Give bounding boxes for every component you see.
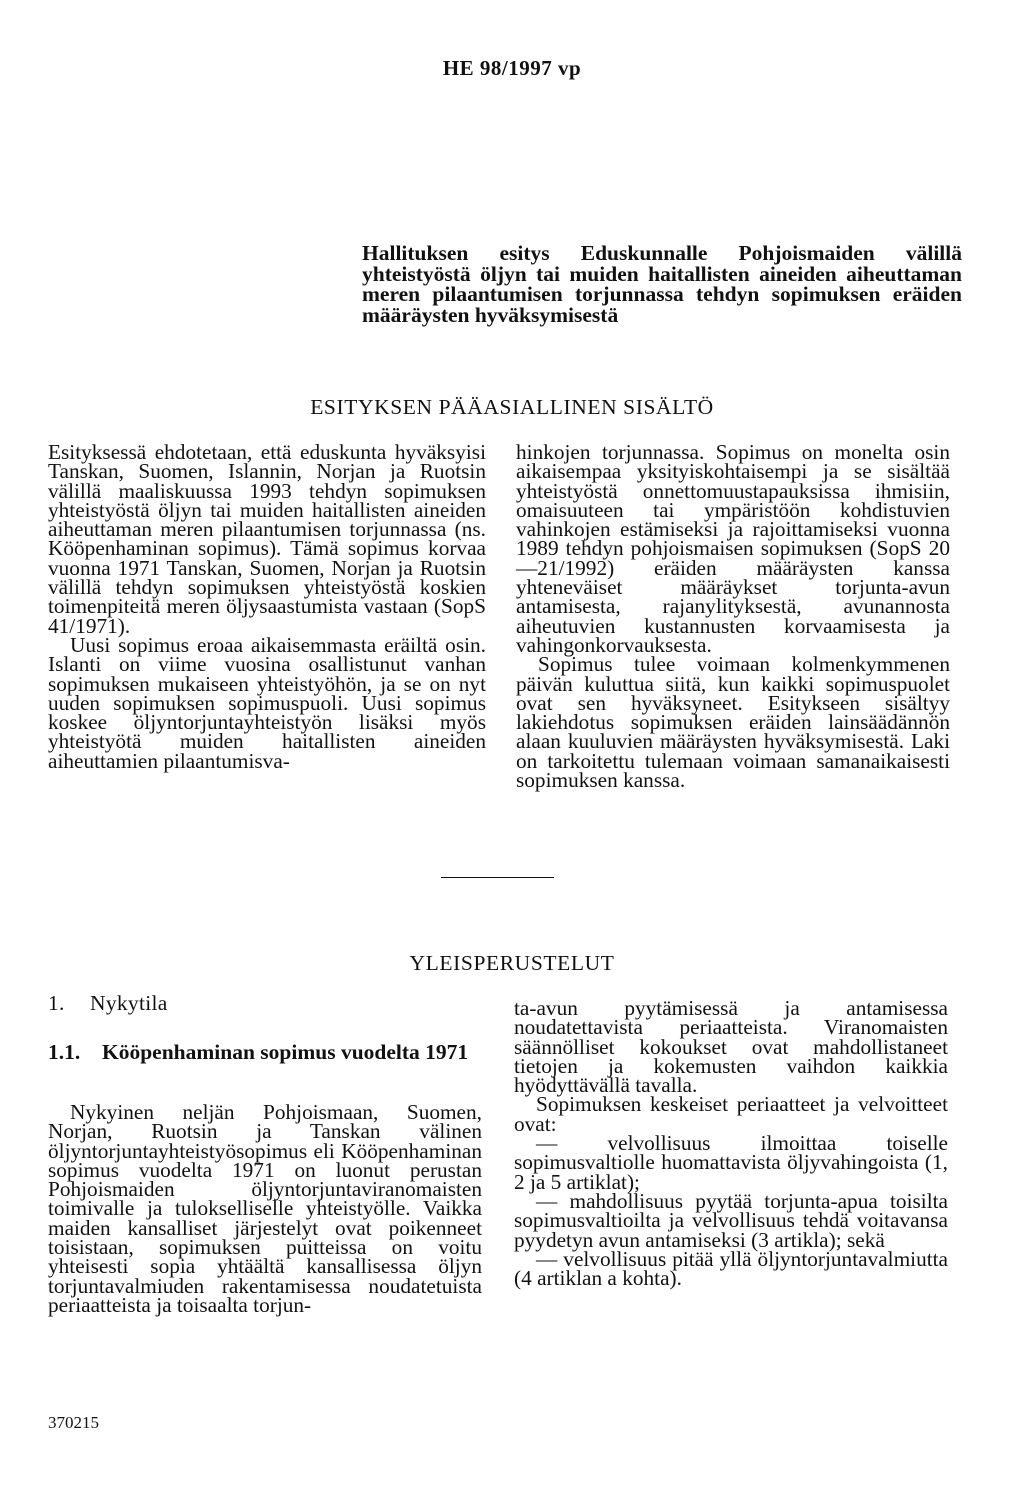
section-1-1-heading <box>48 1042 522 1062</box>
document-number-header: HE 98/1997 vp <box>442 56 582 80</box>
proposal-title: Hallituksen esitys Eduskunnalle Pohjoismaiden välillä yhteistyöstä öljyn tai muiden haitallisten aineiden aiheuttaman meren pilaantumisen torjunnassa tehdyn sopimuksen eräiden määräysten hyväksymisestä <box>362 241 962 327</box>
body-left-column <box>48 1100 482 1317</box>
section-number: 1.1. <box>48 1040 81 1064</box>
body-paragraph: Nykyinen neljän Pohjoismaan, Suomen, Norjan, Ruotsin ja Tanskan välinen öljyntorjuntayhteistyösopimus eli Kööpenhaminan sopimus vuodelta 1971 on luonut perustan Pohjoismaiden öljyntorjuntaviranomaisten toimivalle ja tulokselliselle yhteistyölle. Vaikka maiden kansalliset järjestelyt ovat poikenneet toisistaan, sopimuksen puitteissa on voitu yhteisesti sopia yhtäältä kansallisessa öljyn torjuntavalmiuden rakentamisessa noudatetuista periaatteista ja toisaalta torjun- <box>48 1100 482 1317</box>
section-separator-rule <box>441 877 554 878</box>
summary-paragraph: hinkojen torjunnassa. Sopimus on monelta osin aikaisempaa yksityiskohtaisempi ja se sisältää yhteistyöstä onnettomuustapauksissa ihmisiin, omaisuuteen tai ympäristöön kohdistuvien vahinkojen estämiseksi ja rajoittamiseksi vuonna 1989 tehdyn pohjoismaisen sopimuksen (SopS 20—21/1992) eräiden määräysten kanssa yhteneväiset määräykset torjunta-avun antamisesta, rajanylityksestä, avunannosta aiheutuvien kustannusten korvaamisesta ja vahingonkorvauksesta. <box>516 440 950 657</box>
section-1-heading <box>48 991 168 1016</box>
section-number: 1. <box>48 991 65 1015</box>
body-paragraph: ta-avun pyytämisessä ja antamisessa noudatettavista periaatteista. Viranomaisten säännölliset kokoukset ovat mahdollistaneet tietojen ja kokemusten vaihdon kaikkia hyödyttävällä tavalla. <box>514 996 948 1098</box>
section-title: Nykytila <box>90 991 168 1015</box>
body-right-column <box>514 996 948 1291</box>
body-paragraph: Sopimuksen keskeiset periaatteet ja velvoitteet ovat: <box>514 1092 948 1136</box>
summary-right-column <box>516 440 950 793</box>
general-bases-heading: YLEISPERUSTELUT <box>409 951 615 975</box>
summary-heading: ESITYKSEN PÄÄASIALLINEN SISÄLTÖ <box>310 395 714 419</box>
obligation-list-item: — mahdollisuus pyytää torjunta-apua toisilta sopimusvaltioilta ja velvollisuus tehdä voitavansa pyydetyn avun antamiseksi (3 artikla); sekä <box>514 1188 948 1252</box>
section-title: Kööpenhaminan sopimus vuodelta 1971 <box>102 1040 469 1064</box>
print-code: 370215 <box>48 1413 99 1432</box>
summary-paragraph: Sopimus tulee voimaan kolmenkymmenen päivän kuluttua siitä, kun kaikki sopimuspuolet ovat sen hyväksyneet. Esitykseen sisältyy lakiehdotus sopimuksen eräiden lainsäädännön alaan kuuluvien määräysten hyväksymisestä. Laki on tarkoitettu tulemaan voimaan samanaikaisesti sopimuksen kanssa. <box>516 652 950 793</box>
summary-left-column <box>48 440 486 773</box>
obligation-list-item: — velvollisuus pitää yllä öljyntorjuntavalmiutta (4 artiklan a kohta). <box>514 1246 948 1291</box>
summary-paragraph: Esityksessä ehdotetaan, että eduskunta hyväksyisi Tanskan, Suomen, Islannin, Norjan ja Ruotsin välillä maaliskuussa 1993 tehdyn sopimuksen yhteistyöstä öljyn tai muiden haitallisten aineiden aiheuttaman meren pilaantumisen torjunnassa (ns. Kööpenhaminan sopimus). Tämä sopimus korvaa vuonna 1971 Tanskan, Suomen, Norjan ja Ruotsin välillä tehdyn sopimuksen yhteistyöstä koskien toimenpiteitä meren öljysaastumista vastaan (SopS 41/1971). <box>48 440 486 638</box>
obligation-list-item: — velvollisuus ilmoittaa toiselle sopimusvaltiolle huomattavista öljyvahingoista (1, 2 ja 5 artiklat); <box>514 1131 948 1194</box>
summary-paragraph: Uusi sopimus eroaa aikaisemmasta eräiltä osin. Islanti on viime vuosina osallistunut vanhan sopimuksen mukaiseen yhteistyöhön, ja se on nyt uuden sopimuksen sopimuspuoli. Uusi sopimus koskee öljyntorjuntayhteistyön lisäksi myös yhteistyötä muiden haitallisten aineiden aiheuttamien pilaantumisva- <box>48 632 486 773</box>
